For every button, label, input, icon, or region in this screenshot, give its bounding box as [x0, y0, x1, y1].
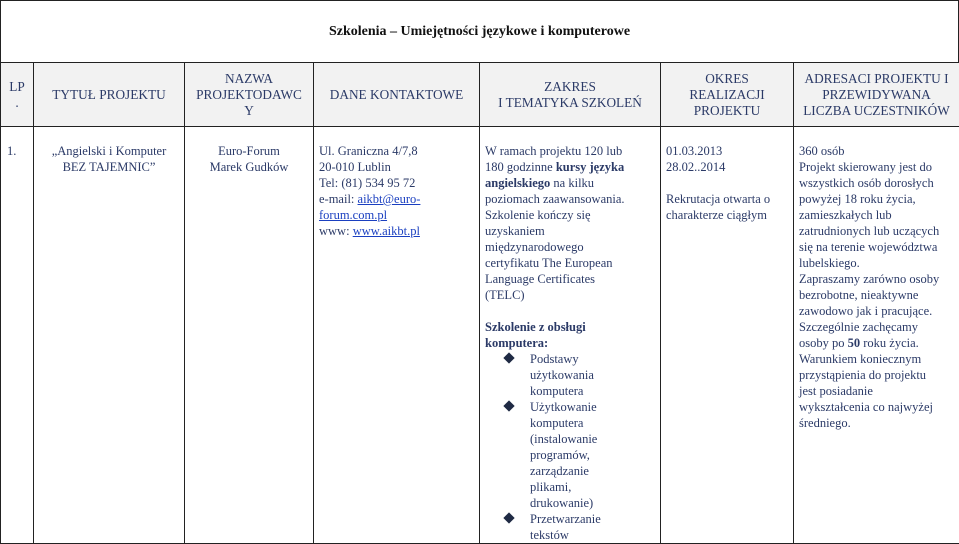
adresaci-line: Zapraszamy zarówno osoby	[799, 271, 959, 287]
email-label: e-mail:	[319, 192, 358, 206]
list-item-line: tekstów	[530, 527, 656, 543]
cell-nazwa	[185, 127, 314, 544]
diamond-bullet-icon	[503, 512, 514, 523]
list-item-line: drukowanie)	[530, 495, 656, 511]
header-adresaci	[794, 63, 959, 127]
list-item-line: komputera	[530, 415, 656, 431]
list-item-line: programów,	[530, 447, 656, 463]
nazwa-line: Marek Gudków	[185, 159, 313, 175]
page-title-bar	[0, 0, 959, 64]
recruitment-note: charakterze ciągłym	[666, 207, 793, 223]
list-item-line: plikami,	[530, 479, 656, 495]
header-lp-line: .	[1, 95, 33, 111]
header-okres-line: OKRES	[661, 71, 793, 87]
www-label: www:	[319, 224, 353, 238]
adresaci-line: Projekt skierowany jest do	[799, 159, 959, 175]
header-adresaci-line: LICZBA UCZESTNIKÓW	[794, 103, 959, 119]
adresaci-line: Warunkiem koniecznym	[799, 351, 959, 367]
list-item	[485, 351, 656, 399]
header-zakres-line: I TEMATYKA SZKOLEŃ	[480, 95, 660, 111]
adresaci-line: jest posiadanie	[799, 383, 959, 399]
adresaci-line: wszystkich osób dorosłych	[799, 175, 959, 191]
zakres-bold-text: kursy języka	[556, 160, 624, 174]
zakres-line: międzynarodowego	[485, 239, 656, 255]
computer-topics-list	[485, 351, 656, 543]
start-date: 01.03.2013	[666, 143, 793, 159]
list-item-line: Podstawy	[530, 351, 656, 367]
cell-okres	[661, 127, 794, 544]
table-row	[1, 127, 959, 544]
header-tytul: TYTUŁ PROJEKTU	[34, 63, 185, 127]
adresaci-line: średniego.	[799, 415, 959, 431]
zakres-line: Language Certificates	[485, 271, 656, 287]
zakres-line: (TELC)	[485, 287, 656, 303]
adresaci-line: wykształcenia co najwyżej	[799, 399, 959, 415]
adresaci-line: zamieszkałych lub	[799, 207, 959, 223]
zakres-subheading: Szkolenie z obsługi	[485, 319, 656, 335]
paragraph-spacer	[666, 175, 793, 191]
list-item-line: zarządzanie	[530, 463, 656, 479]
cell-kontakt	[314, 127, 480, 544]
adresaci-line: lubelskiego.	[799, 255, 959, 271]
diamond-bullet-icon	[503, 400, 514, 411]
header-nazwa-line: Y	[185, 103, 313, 119]
zakres-line: W ramach projektu 120 lub	[485, 143, 656, 159]
zakres-text: na kilku	[550, 176, 594, 190]
list-item-line: komputera	[530, 383, 656, 399]
header-adresaci-line: PRZEWIDYWANA	[794, 87, 959, 103]
list-item-line: Użytkowanie	[530, 399, 656, 415]
adresaci-line: przystąpienia do projektu	[799, 367, 959, 383]
age-highlight: 50	[848, 336, 861, 350]
list-item	[485, 511, 656, 543]
header-zakres-line: ZAKRES	[480, 79, 660, 95]
header-zakres	[480, 63, 661, 127]
phone-text: Tel: (81) 534 95 72	[319, 175, 479, 191]
zakres-text: 180 godzinne	[485, 160, 556, 174]
zakres-line	[485, 175, 656, 191]
zakres-line: uzyskaniem	[485, 223, 656, 239]
adresaci-line: zatrudnionych lub uczących	[799, 223, 959, 239]
adresaci-text: osoby po	[799, 336, 848, 350]
list-item	[485, 399, 656, 511]
zakres-line: Szkolenie kończy się	[485, 207, 656, 223]
participants-count: 360 osób	[799, 143, 959, 159]
adresaci-line: powyżej 18 roku życia,	[799, 191, 959, 207]
nazwa-line: Euro-Forum	[185, 143, 313, 159]
tytul-line: „Angielski i Komputer	[34, 143, 184, 159]
address-line: Ul. Graniczna 4/7,8	[319, 143, 479, 159]
cell-adresaci	[794, 127, 959, 544]
www-row	[319, 223, 479, 239]
address-line: 20-010 Lublin	[319, 159, 479, 175]
zakres-bold-text: angielskiego	[485, 176, 550, 190]
header-okres-line: PROJEKTU	[661, 103, 793, 119]
header-lp-line: LP	[1, 79, 33, 95]
header-adresaci-line: ADRESACI PROJEKTU I	[794, 71, 959, 87]
projects-table	[0, 62, 959, 544]
adresaci-line	[799, 335, 959, 351]
zakres-line: certyfikatu The European	[485, 255, 656, 271]
header-nazwa	[185, 63, 314, 127]
adresaci-line: Szczególnie zachęcamy	[799, 319, 959, 335]
header-nazwa-line: NAZWA	[185, 71, 313, 87]
header-nazwa-line: PROJEKTODAWC	[185, 87, 313, 103]
list-item-line: użytkowania	[530, 367, 656, 383]
diamond-bullet-icon	[503, 352, 514, 363]
adresaci-text: roku życia.	[860, 336, 919, 350]
cell-zakres	[480, 127, 661, 544]
email-link-continued[interactable]: forum.com.pl	[319, 208, 387, 222]
list-item-line: (instalowanie	[530, 431, 656, 447]
email-row	[319, 191, 479, 207]
zakres-subheading: komputera:	[485, 335, 656, 351]
zakres-line	[485, 159, 656, 175]
header-row	[1, 63, 959, 127]
cell-lp: 1.	[1, 127, 34, 544]
recruitment-note: Rekrutacja otwarta o	[666, 191, 793, 207]
header-okres-line: REALIZACJI	[661, 87, 793, 103]
header-okres	[661, 63, 794, 127]
cell-tytul	[34, 127, 185, 544]
email-link[interactable]: aikbt@euro-	[358, 192, 421, 206]
header-kontakt: DANE KONTAKTOWE	[314, 63, 480, 127]
paragraph-spacer	[485, 303, 656, 319]
website-link[interactable]: www.aikbt.pl	[353, 224, 420, 238]
adresaci-line: się na terenie województwa	[799, 239, 959, 255]
end-date: 28.02..2014	[666, 159, 793, 175]
email-row-2	[319, 207, 479, 223]
page-title: Szkolenia – Umiejętności językowe i komputerowe	[329, 24, 630, 40]
list-item-line: Przetwarzanie	[530, 511, 656, 527]
tytul-line: BEZ TAJEMNIC”	[34, 159, 184, 175]
adresaci-line: bezrobotne, nieaktywne	[799, 287, 959, 303]
header-lp	[1, 63, 34, 127]
adresaci-line: zawodowo jak i pracujące.	[799, 303, 959, 319]
zakres-line: poziomach zaawansowania.	[485, 191, 656, 207]
